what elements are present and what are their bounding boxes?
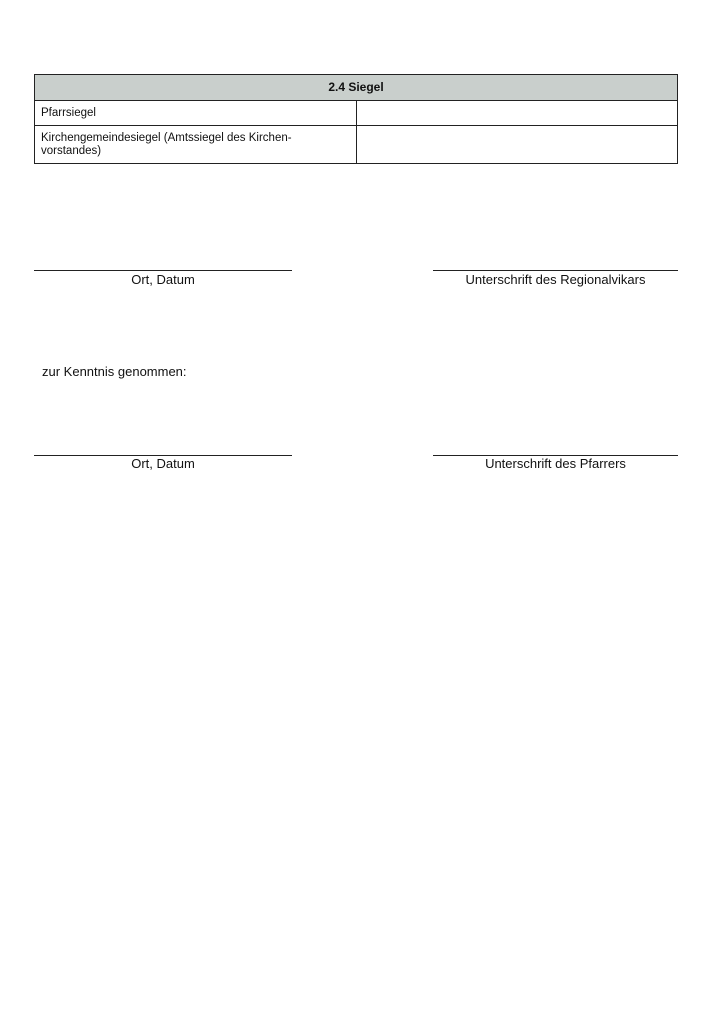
pastor-signature-caption: Unterschrift des Pfarrers xyxy=(485,456,626,471)
seal-table-header xyxy=(35,75,678,101)
table-row xyxy=(35,101,678,126)
parish-seal-label: Pfarrsiegel xyxy=(35,101,357,126)
church-community-seal-field[interactable] xyxy=(356,126,678,164)
parish-seal-field[interactable] xyxy=(356,101,678,126)
section-title: 2.4 Siegel xyxy=(35,75,678,101)
church-community-seal-label-line1: Kirchengemeindesiegel (Amtssiegel des Kirchen- xyxy=(41,131,292,144)
seal-table xyxy=(34,74,678,164)
regional-vicar-signature-line[interactable] xyxy=(433,270,678,271)
church-community-seal-label-line2: vorstandes) xyxy=(41,144,102,157)
acknowledgement-text: zur Kenntnis genommen: xyxy=(42,364,187,379)
place-date-caption-2: Ort, Datum xyxy=(131,456,195,471)
place-date-caption-1: Ort, Datum xyxy=(131,272,195,287)
church-community-seal-label xyxy=(35,126,357,164)
regional-vicar-signature-caption: Unterschrift des Regionalvikars xyxy=(465,272,646,287)
table-row xyxy=(35,126,678,164)
place-date-line-1[interactable] xyxy=(34,270,292,271)
